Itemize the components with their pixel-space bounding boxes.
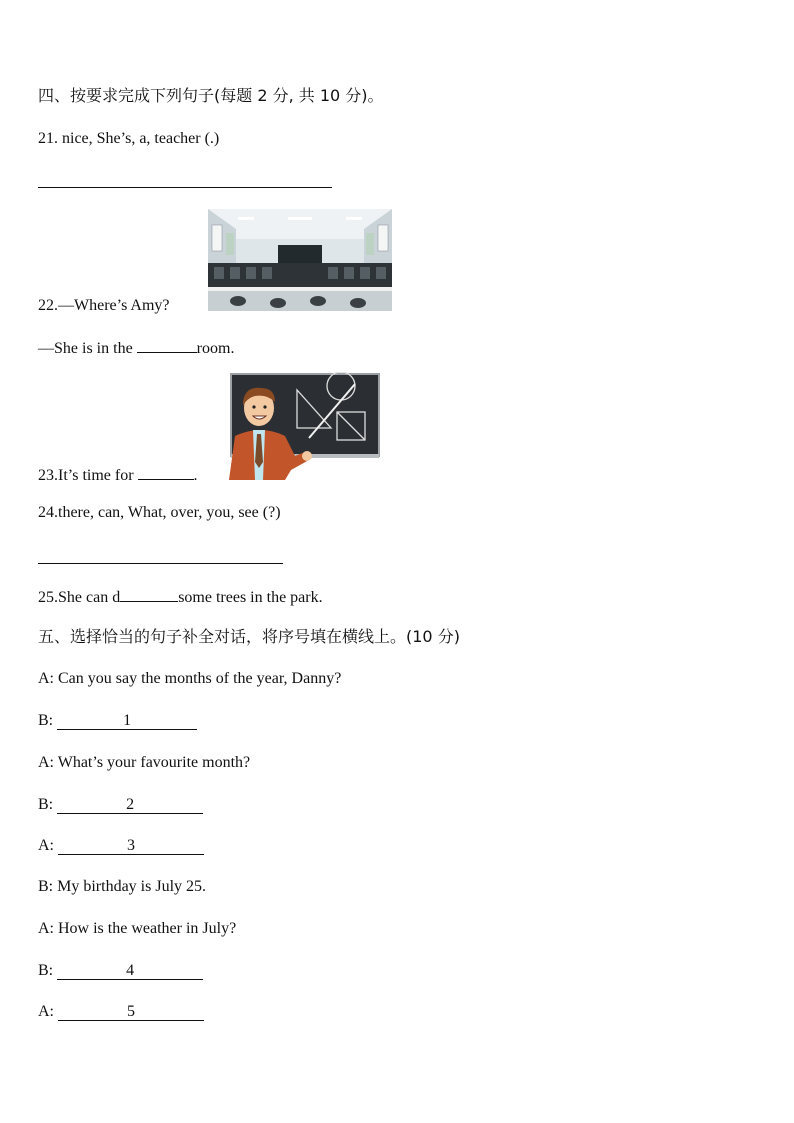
question-24: 24.there, can, What, over, you, see (?)	[38, 504, 281, 521]
speaker-label: B:	[38, 962, 54, 979]
speaker-label: A:	[38, 754, 54, 771]
question-23	[38, 464, 198, 486]
dialog-line-3	[38, 753, 250, 773]
answer-blank-1: 1	[57, 711, 197, 730]
dialog-line-5	[38, 836, 204, 856]
speaker-label: A:	[38, 1003, 54, 1020]
computer-room-photo	[208, 209, 392, 311]
question-22-answer-start: —She is in the	[38, 340, 137, 357]
question-23-end: .	[193, 467, 198, 484]
dialog-text: How is the weather in July?	[58, 920, 237, 937]
answer-blank-5: 5	[58, 1002, 204, 1021]
section-4-title: 四、按要求完成下列句子(每题 2 分, 共 10 分)。	[38, 86, 384, 105]
question-22-answer-end: room.	[196, 340, 235, 357]
answer-blank-3: 3	[58, 836, 204, 855]
speaker-label: A:	[38, 670, 54, 687]
question-25-end: some trees in the park.	[178, 589, 323, 606]
speaker-label: A:	[38, 837, 54, 854]
speaker-label: B:	[38, 878, 54, 895]
dialog-text: Can you say the months of the year, Danny?	[58, 670, 342, 687]
dialog-text: What’s your favourite month?	[57, 754, 251, 771]
answer-line-21	[38, 187, 332, 188]
teacher-at-blackboard-illustration	[223, 372, 381, 480]
answer-line-24	[38, 563, 283, 564]
dialog-line-6	[38, 877, 206, 897]
speaker-label: A:	[38, 920, 54, 937]
blank-25	[120, 586, 178, 602]
dialog-line-9	[38, 1002, 204, 1022]
dialog-text: My birthday is July 25.	[57, 878, 207, 895]
question-22-answer	[38, 337, 234, 359]
dialog-line-8	[38, 961, 203, 981]
question-22-prompt: 22.—Where’s Amy?	[38, 297, 170, 314]
section-5-title: 五、选择恰当的句子补全对话，将序号填在横线上。(10 分)	[38, 627, 460, 646]
dialog-line-1	[38, 669, 341, 689]
dialog-line-2	[38, 711, 197, 731]
dialog-line-4	[38, 795, 203, 815]
speaker-label: B:	[38, 796, 54, 813]
question-21: 21. nice, She’s, a, teacher (.)	[38, 130, 220, 147]
blank-22	[137, 337, 197, 353]
speaker-label: B:	[38, 712, 54, 729]
question-25-start: 25.She can d	[38, 589, 121, 606]
dialog-line-7	[38, 919, 236, 939]
answer-blank-4: 4	[57, 961, 203, 980]
answer-blank-2: 2	[57, 795, 203, 814]
question-25	[38, 586, 323, 608]
question-23-start: 23.It’s time for	[38, 467, 138, 484]
blank-23	[138, 464, 194, 480]
